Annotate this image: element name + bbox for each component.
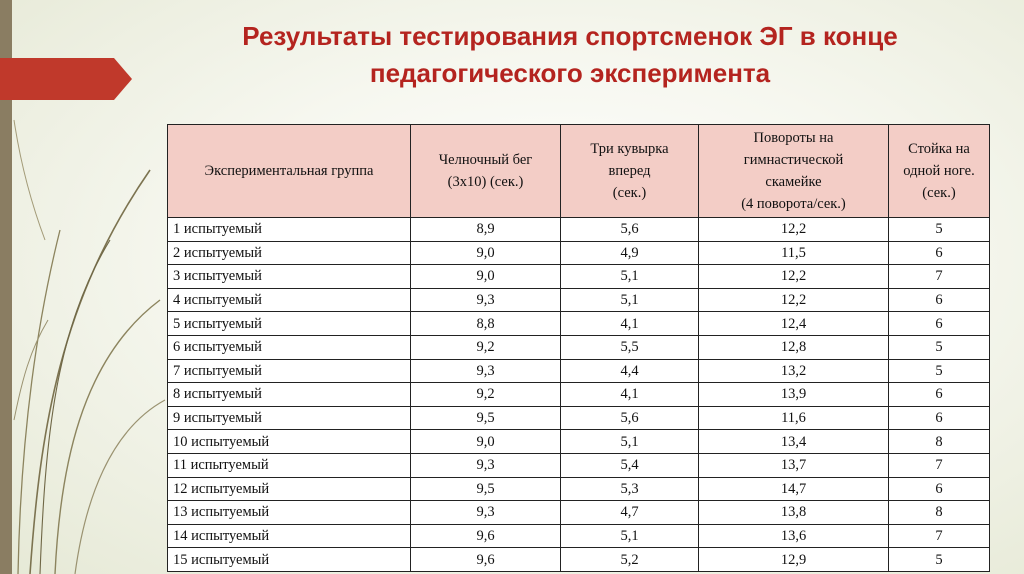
row-one-leg-stand: 6 <box>889 241 990 265</box>
row-one-leg-stand: 6 <box>889 312 990 336</box>
row-one-leg-stand: 6 <box>889 288 990 312</box>
row-shuttle-run: 9,3 <box>411 453 561 477</box>
row-somersaults: 4,1 <box>561 383 699 407</box>
row-one-leg-stand: 6 <box>889 477 990 501</box>
row-shuttle-run: 9,0 <box>411 265 561 289</box>
row-subject: 8 испытуемый <box>168 383 411 407</box>
row-subject: 4 испытуемый <box>168 288 411 312</box>
table-row <box>168 477 990 501</box>
red-arrow-decoration <box>0 58 132 100</box>
row-one-leg-stand: 8 <box>889 430 990 454</box>
row-bench-turns: 13,2 <box>699 359 889 383</box>
row-somersaults: 5,5 <box>561 335 699 359</box>
table-row <box>168 548 990 572</box>
row-somersaults: 5,1 <box>561 288 699 312</box>
table-row <box>168 218 990 242</box>
table-row <box>168 265 990 289</box>
row-somersaults: 4,1 <box>561 312 699 336</box>
row-bench-turns: 13,8 <box>699 501 889 525</box>
row-somersaults: 4,4 <box>561 359 699 383</box>
row-one-leg-stand: 8 <box>889 501 990 525</box>
row-subject: 6 испытуемый <box>168 335 411 359</box>
row-shuttle-run: 8,9 <box>411 218 561 242</box>
row-subject: 2 испытуемый <box>168 241 411 265</box>
table-row <box>168 312 990 336</box>
table-header-row <box>168 125 990 218</box>
row-somersaults: 5,2 <box>561 548 699 572</box>
title-line-2: педагогического эксперимента <box>369 58 771 88</box>
row-subject: 15 испытуемый <box>168 548 411 572</box>
row-one-leg-stand: 6 <box>889 406 990 430</box>
row-one-leg-stand: 7 <box>889 265 990 289</box>
table-row <box>168 430 990 454</box>
row-bench-turns: 13,6 <box>699 524 889 548</box>
table-row <box>168 383 990 407</box>
row-bench-turns: 12,2 <box>699 265 889 289</box>
row-subject: 9 испытуемый <box>168 406 411 430</box>
header-group: Экспериментальная группа <box>168 125 411 218</box>
row-bench-turns: 13,9 <box>699 383 889 407</box>
row-subject: 14 испытуемый <box>168 524 411 548</box>
row-shuttle-run: 9,3 <box>411 359 561 383</box>
row-bench-turns: 13,4 <box>699 430 889 454</box>
row-one-leg-stand: 7 <box>889 524 990 548</box>
row-shuttle-run: 9,6 <box>411 524 561 548</box>
row-one-leg-stand: 6 <box>889 383 990 407</box>
row-bench-turns: 11,6 <box>699 406 889 430</box>
table-row <box>168 453 990 477</box>
row-shuttle-run: 9,5 <box>411 406 561 430</box>
table-row <box>168 288 990 312</box>
row-subject: 1 испытуемый <box>168 218 411 242</box>
row-one-leg-stand: 5 <box>889 335 990 359</box>
row-subject: 10 испытуемый <box>168 430 411 454</box>
row-bench-turns: 12,2 <box>699 218 889 242</box>
row-shuttle-run: 9,5 <box>411 477 561 501</box>
row-shuttle-run: 9,2 <box>411 383 561 407</box>
row-one-leg-stand: 5 <box>889 359 990 383</box>
row-somersaults: 5,4 <box>561 453 699 477</box>
table-body <box>168 218 990 572</box>
row-one-leg-stand: 7 <box>889 453 990 477</box>
row-subject: 11 испытуемый <box>168 453 411 477</box>
row-one-leg-stand: 5 <box>889 218 990 242</box>
header-one-leg-stand: Стойка на одной ноге. (сек.) <box>889 125 990 218</box>
table-row <box>168 406 990 430</box>
row-bench-turns: 11,5 <box>699 241 889 265</box>
row-bench-turns: 12,8 <box>699 335 889 359</box>
row-shuttle-run: 9,2 <box>411 335 561 359</box>
row-bench-turns: 12,9 <box>699 548 889 572</box>
row-subject: 7 испытуемый <box>168 359 411 383</box>
header-somersaults: Три кувырка вперед (сек.) <box>561 125 699 218</box>
row-subject: 5 испытуемый <box>168 312 411 336</box>
row-shuttle-run: 9,0 <box>411 241 561 265</box>
row-subject: 3 испытуемый <box>168 265 411 289</box>
results-table <box>167 124 990 572</box>
table-row <box>168 501 990 525</box>
row-one-leg-stand: 5 <box>889 548 990 572</box>
row-somersaults: 5,1 <box>561 430 699 454</box>
row-shuttle-run: 9,3 <box>411 288 561 312</box>
row-somersaults: 4,9 <box>561 241 699 265</box>
row-shuttle-run: 9,6 <box>411 548 561 572</box>
row-shuttle-run: 8,8 <box>411 312 561 336</box>
row-bench-turns: 13,7 <box>699 453 889 477</box>
title-line-1: Результаты тестирования спортсменок ЭГ в конце <box>242 21 898 51</box>
row-bench-turns: 12,2 <box>699 288 889 312</box>
header-bench-turns: Повороты на гимнастической скамейке (4 поворота/сек.) <box>699 125 889 218</box>
row-shuttle-run: 9,0 <box>411 430 561 454</box>
row-bench-turns: 14,7 <box>699 477 889 501</box>
row-somersaults: 5,6 <box>561 406 699 430</box>
row-bench-turns: 12,4 <box>699 312 889 336</box>
row-subject: 13 испытуемый <box>168 501 411 525</box>
table-row <box>168 241 990 265</box>
row-somersaults: 4,7 <box>561 501 699 525</box>
table-row <box>168 335 990 359</box>
row-somersaults: 5,1 <box>561 524 699 548</box>
row-subject: 12 испытуемый <box>168 477 411 501</box>
slide-title <box>150 18 990 92</box>
table-row <box>168 359 990 383</box>
row-somersaults: 5,1 <box>561 265 699 289</box>
header-shuttle-run: Челночный бег (3х10) (сек.) <box>411 125 561 218</box>
row-shuttle-run: 9,3 <box>411 501 561 525</box>
row-somersaults: 5,3 <box>561 477 699 501</box>
table-row <box>168 524 990 548</box>
row-somersaults: 5,6 <box>561 218 699 242</box>
